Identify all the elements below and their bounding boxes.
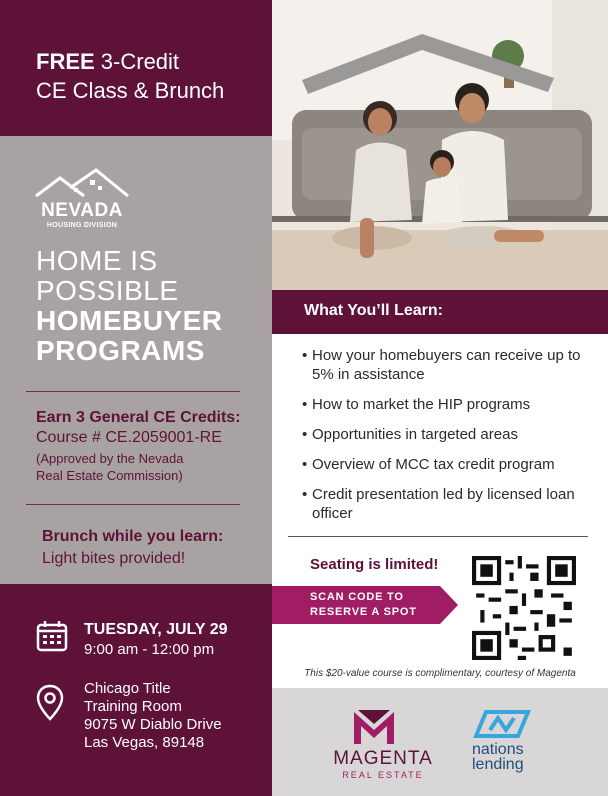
event-date: TUESDAY, JULY 29 bbox=[84, 621, 228, 638]
scan-text bbox=[310, 590, 417, 620]
sponsor-footer bbox=[272, 688, 608, 796]
complimentary-note: This $20-value course is complimentary, courtesy of Magenta bbox=[304, 668, 576, 679]
divider bbox=[26, 391, 240, 392]
list-item: • Overview of MCC tax credit program bbox=[302, 455, 592, 474]
divider bbox=[26, 504, 240, 505]
magenta-m-icon bbox=[354, 710, 394, 744]
header-line-2: CE Class & Brunch bbox=[36, 78, 225, 103]
header-block bbox=[0, 0, 272, 136]
info-block bbox=[0, 136, 272, 584]
headline bbox=[36, 246, 223, 366]
scan-code-banner[interactable] bbox=[272, 586, 458, 624]
calendar-icon bbox=[36, 620, 68, 652]
nations-lending-wordmark bbox=[472, 742, 524, 772]
family-under-roof-image bbox=[272, 0, 608, 290]
credits-section bbox=[36, 408, 241, 484]
divider bbox=[288, 536, 588, 537]
headline-line-2: POSSIBLE bbox=[36, 275, 179, 306]
nations-line-2: lending bbox=[472, 756, 524, 773]
learn-heading-bar: What You’ll Learn: bbox=[272, 290, 608, 334]
header-line-1: FREE 3-Credit bbox=[36, 49, 180, 74]
scan-line-2: RESERVE A SPOT bbox=[310, 606, 417, 618]
credits-title: Earn 3 General CE Credits: bbox=[36, 409, 241, 426]
brunch-subtitle: Light bites provided! bbox=[42, 550, 186, 567]
learn-list bbox=[302, 346, 592, 534]
address-line: Training Room bbox=[84, 698, 182, 715]
nations-line-1: nations bbox=[472, 741, 524, 758]
event-address bbox=[84, 680, 222, 752]
headline-line-1: HOME IS bbox=[36, 245, 158, 276]
address-line: 9075 W Diablo Drive bbox=[84, 716, 222, 733]
nevada-housing-logo bbox=[30, 166, 130, 236]
location-pin-icon bbox=[36, 684, 64, 722]
approval-line-1: (Approved by the Nevada bbox=[36, 451, 184, 466]
list-item: • Opportunities in targeted areas bbox=[302, 425, 592, 444]
approval-line-2: Real Estate Commission) bbox=[36, 468, 183, 483]
address-line: Chicago Title bbox=[84, 680, 171, 697]
list-item: • How to market the HIP programs bbox=[302, 395, 592, 414]
course-number: Course # CE.2059001-RE bbox=[36, 429, 222, 446]
magenta-subtitle: REAL ESTATE bbox=[342, 770, 424, 780]
family-photo bbox=[272, 0, 608, 290]
address-line: Las Vegas, 89148 bbox=[84, 734, 205, 751]
brunch-section bbox=[42, 526, 223, 570]
event-time: 9:00 am - 12:00 pm bbox=[84, 641, 215, 658]
magenta-wordmark: MAGENTA bbox=[333, 748, 433, 769]
logo-division: HOUSING DIVISION bbox=[46, 222, 118, 229]
headline-line-4: PROGRAMS bbox=[36, 335, 205, 366]
nations-lending-icon bbox=[472, 708, 532, 740]
left-column bbox=[0, 0, 272, 796]
brunch-title: Brunch while you learn: bbox=[42, 528, 224, 545]
event-date-time bbox=[84, 620, 227, 660]
event-details bbox=[0, 584, 272, 796]
qr-code[interactable] bbox=[472, 556, 576, 660]
logo-name: NEVADA bbox=[41, 200, 123, 221]
seating-notice: Seating is limited! bbox=[310, 556, 439, 573]
list-item: • Credit presentation led by licensed loan officer bbox=[302, 485, 592, 523]
headline-line-3: HOMEBUYER bbox=[36, 305, 223, 336]
scan-line-1: SCAN CODE TO bbox=[310, 591, 404, 603]
list-item: • How your homebuyers can receive up to 5% in assistance bbox=[302, 346, 592, 384]
